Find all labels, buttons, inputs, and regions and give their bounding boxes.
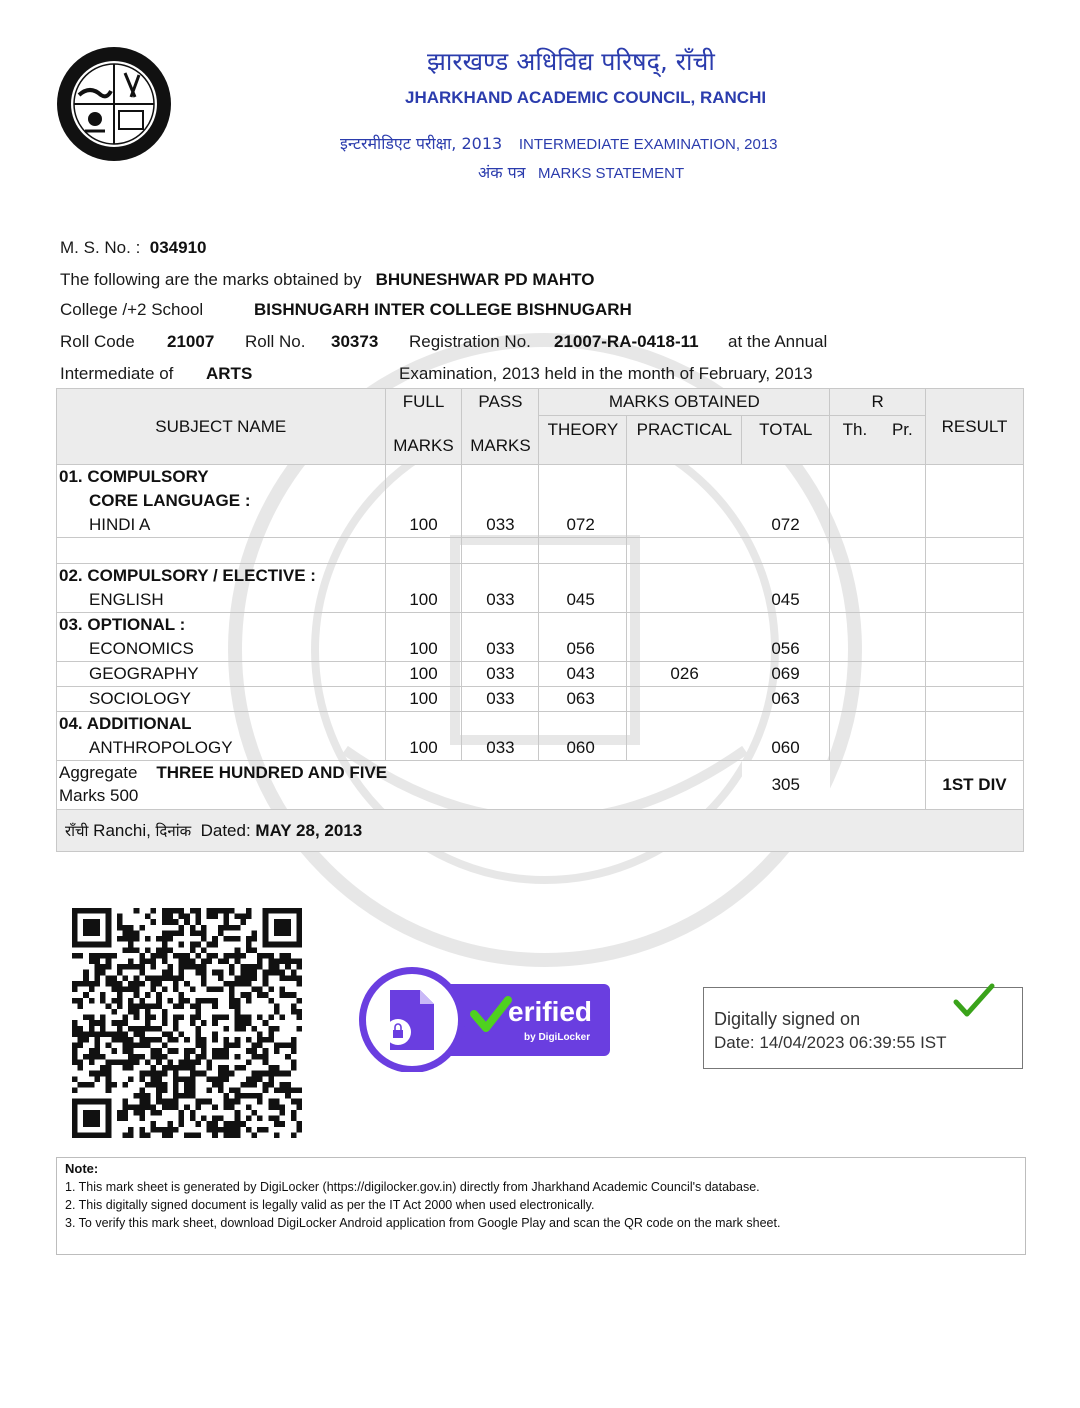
header-statement-hindi: अंक पत्र <box>478 163 526 182</box>
dated-value: MAY 28, 2013 <box>255 820 363 840</box>
header-practical: PRACTICAL <box>627 416 742 465</box>
note-title: Note: <box>65 1161 99 1176</box>
header-pass: PASS <box>462 389 539 416</box>
council-logo <box>55 45 173 163</box>
r-pr-cell <box>880 613 926 662</box>
practical-cell: 026 <box>627 662 742 687</box>
dated-city-hindi: राँची <box>65 821 89 840</box>
subject-name: ECONOMICS <box>89 639 194 658</box>
total-cell: 072 <box>742 465 830 538</box>
result-cell <box>926 613 1024 662</box>
aggregate-total: 305 <box>742 761 830 810</box>
subject-cell <box>57 465 386 538</box>
note-line-3: 3. To verify this mark sheet, download DigiLocker Android application from Google Play and scan the QR code on the mark sheet. <box>65 1216 781 1230</box>
result-value: 1ST DIV <box>926 761 1024 810</box>
pass-marks-cell: 033 <box>462 687 539 712</box>
header-full: FULL <box>385 389 462 416</box>
result-cell <box>926 564 1024 613</box>
marks-table <box>56 388 1024 852</box>
subject-name: SOCIOLOGY <box>89 689 192 708</box>
r-pr-cell <box>880 687 926 712</box>
practical-cell <box>627 564 742 613</box>
dated-label: Dated: <box>200 820 251 840</box>
total-cell: 045 <box>742 564 830 613</box>
ms-no-value: 034910 <box>149 238 207 257</box>
header-marks-obtained: MARKS OBTAINED <box>539 389 830 416</box>
r-th-cell <box>830 662 880 687</box>
practical-cell <box>627 465 742 538</box>
roll-no-value-wrap <box>331 332 378 352</box>
practical-cell <box>627 687 742 712</box>
full-marks-cell: 100 <box>385 564 462 613</box>
result-cell <box>926 662 1024 687</box>
header-result: RESULT <box>926 389 1024 465</box>
dated-city: Ranchi, <box>93 820 151 840</box>
subject-cell <box>57 662 386 687</box>
group-2-title: 02. COMPULSORY / ELECTIVE : <box>59 566 316 585</box>
result-cell <box>926 465 1024 538</box>
table-row <box>57 712 1024 761</box>
subject-name: HINDI A <box>89 515 151 534</box>
header-pass-marks: MARKS <box>462 416 539 465</box>
total-cell: 056 <box>742 613 830 662</box>
signed-date-line <box>714 1033 947 1053</box>
registration-value-wrap <box>554 332 699 352</box>
student-name: BHUNESHWAR PD MAHTO <box>375 270 595 289</box>
aggregate-label: Aggregate <box>59 763 138 782</box>
subject-name: GEOGRAPHY <box>89 664 199 683</box>
ms-no-line <box>60 238 206 258</box>
r-pr-cell <box>880 564 926 613</box>
r-pr-cell <box>880 712 926 761</box>
signed-date-value: 14/04/2023 06:39:55 IST <box>759 1033 947 1052</box>
ms-no-label: M. S. No. : <box>60 238 141 257</box>
aggregate-words: THREE HUNDRED AND FIVE <box>156 763 388 782</box>
roll-code-value-wrap <box>167 332 214 352</box>
table-row <box>57 564 1024 613</box>
total-cell: 069 <box>742 662 830 687</box>
digital-signature-box <box>703 987 1023 1069</box>
header-theory: THEORY <box>539 416 627 465</box>
pass-marks-cell: 033 <box>462 613 539 662</box>
header-subject-name: SUBJECT NAME <box>57 389 386 465</box>
college-value-wrap <box>254 300 632 320</box>
table-row <box>57 613 1024 662</box>
pass-marks-cell: 033 <box>462 465 539 538</box>
header-exam-hindi: इन्टरमीडिएट परीक्षा, 2013 <box>340 134 503 153</box>
group-1-title: 01. COMPULSORY <box>59 467 209 486</box>
header-th: Th. <box>830 416 880 465</box>
subject-cell <box>57 712 386 761</box>
total-cell: 063 <box>742 687 830 712</box>
digilocker-verified-badge <box>358 966 610 1072</box>
r-pr-cell <box>880 465 926 538</box>
dated-label-hindi: दिनांक <box>155 821 192 840</box>
college-line <box>60 300 203 320</box>
r-th-cell <box>830 564 880 613</box>
aggregate-marks-label: Marks 500 <box>59 786 139 805</box>
roll-code-value: 21007 <box>167 332 215 351</box>
note-box <box>56 1157 1026 1255</box>
signed-date-label: Date: <box>714 1033 755 1052</box>
r-th-cell <box>830 687 880 712</box>
green-check-icon <box>952 982 996 1022</box>
qr-code[interactable] <box>72 908 302 1138</box>
table-row <box>57 687 1024 712</box>
college-name: BISHNUGARH INTER COLLEGE BISHNUGARH <box>254 300 632 319</box>
full-marks-cell: 100 <box>385 712 462 761</box>
header-title-hindi: झारखण्ड अधिविद्य परिषद्, राँची <box>427 47 715 76</box>
pass-marks-cell: 033 <box>462 662 539 687</box>
note-line-1: 1. This mark sheet is generated by DigiLocker (https://digilocker.gov.in) directly from Jharkhand Academic Council's database. <box>65 1180 760 1194</box>
header-statement <box>478 161 684 183</box>
header-statement-english: MARKS STATEMENT <box>538 165 685 182</box>
aggregate-empty <box>830 761 926 810</box>
practical-cell <box>627 712 742 761</box>
verified-badge-text: erified <box>508 996 593 1027</box>
aggregate-cell <box>57 761 742 810</box>
registration-label: Registration No. <box>409 332 531 351</box>
verified-badge-subtext: by DigiLocker <box>524 1032 591 1043</box>
theory-cell: 072 <box>539 465 627 538</box>
header-exam-english: INTERMEDIATE EXAMINATION, 2013 <box>518 136 778 153</box>
dated-row <box>57 810 1024 852</box>
student-name-line <box>60 270 594 290</box>
theory-cell: 063 <box>539 687 627 712</box>
exam-text: Examination, 2013 held in the month of February, 2013 <box>399 364 813 383</box>
group-1-subtitle: CORE LANGUAGE : <box>89 491 251 510</box>
spacer-row <box>57 538 1024 564</box>
stream-value-wrap <box>206 364 252 384</box>
table-row <box>57 662 1024 687</box>
theory-cell: 060 <box>539 712 627 761</box>
group-4-title: 04. ADDITIONAL <box>59 714 192 733</box>
college-label: College /+2 School <box>60 300 204 319</box>
subject-cell <box>57 613 386 662</box>
header-total: TOTAL <box>742 416 830 465</box>
aggregate-row <box>57 761 1024 810</box>
result-cell <box>926 712 1024 761</box>
header-title-english: JHARKHAND ACADEMIC COUNCIL, RANCHI <box>405 88 767 107</box>
group-3-title: 03. OPTIONAL : <box>59 615 186 634</box>
theory-cell: 043 <box>539 662 627 687</box>
annual-text: at the Annual <box>728 332 828 351</box>
practical-cell <box>627 613 742 662</box>
registration-value: 21007-RA-0418-11 <box>554 332 699 351</box>
subject-cell <box>57 564 386 613</box>
result-cell <box>926 687 1024 712</box>
table-row <box>57 465 1024 538</box>
header-full-marks: MARKS <box>385 416 462 465</box>
r-th-cell <box>830 712 880 761</box>
subject-cell <box>57 687 386 712</box>
roll-code-label: Roll Code <box>60 332 135 351</box>
full-marks-cell: 100 <box>385 613 462 662</box>
header-pr: Pr. <box>880 416 926 465</box>
theory-cell: 056 <box>539 613 627 662</box>
theory-cell: 045 <box>539 564 627 613</box>
full-marks-cell: 100 <box>385 465 462 538</box>
pass-marks-cell: 033 <box>462 564 539 613</box>
note-line-2: 2. This digitally signed document is legally valid as per the IT Act 2000 when used electronically. <box>65 1198 595 1212</box>
r-th-cell <box>830 465 880 538</box>
signed-on-label: Digitally signed on <box>714 1009 861 1029</box>
obtained-by-label: The following are the marks obtained by <box>60 270 362 289</box>
header-r: R <box>830 389 926 416</box>
header-exam <box>340 132 778 154</box>
pass-marks-cell: 033 <box>462 712 539 761</box>
stream-value: ARTS <box>206 364 253 383</box>
total-cell: 060 <box>742 712 830 761</box>
roll-no-label: Roll No. <box>245 332 306 351</box>
full-marks-cell: 100 <box>385 687 462 712</box>
subject-name: ENGLISH <box>89 590 164 609</box>
intermediate-label: Intermediate of <box>60 364 174 383</box>
subject-name: ANTHROPOLOGY <box>89 738 233 757</box>
dated-cell <box>57 810 1024 852</box>
full-marks-cell: 100 <box>385 662 462 687</box>
r-th-cell <box>830 613 880 662</box>
roll-no-value: 30373 <box>331 332 379 351</box>
r-pr-cell <box>880 662 926 687</box>
